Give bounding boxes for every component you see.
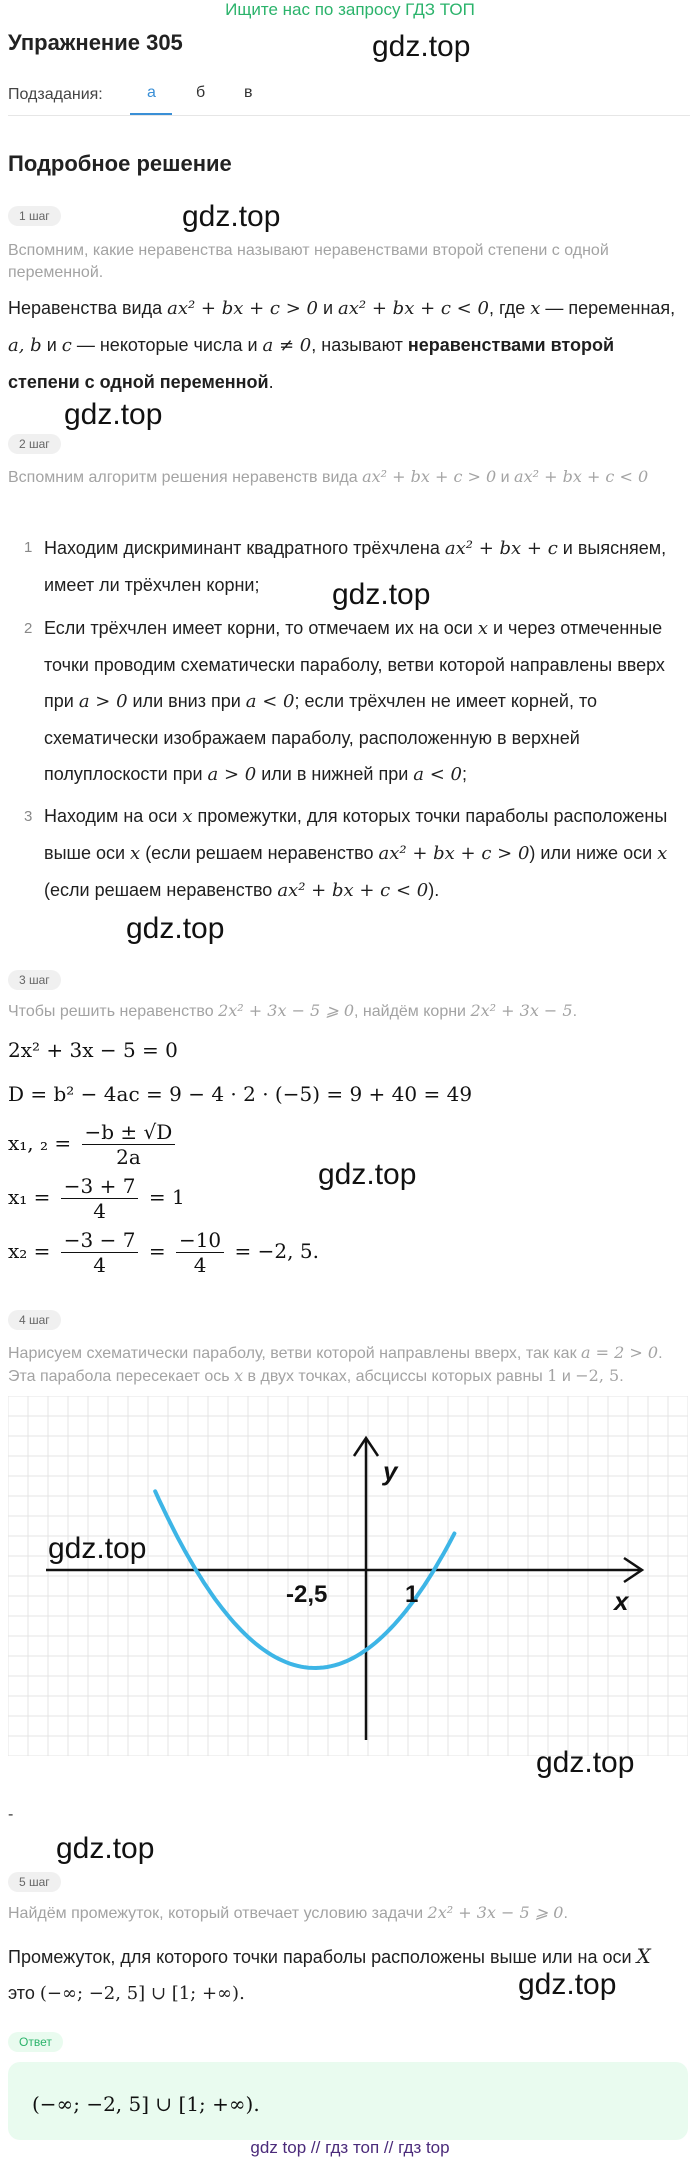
- parabola-graph: [8, 1396, 688, 1756]
- step-badge-2: 2 шаг: [8, 434, 61, 454]
- step-badge-1: 1 шаг: [8, 206, 61, 226]
- parabola-curve: [155, 1491, 454, 1668]
- step-4-hint: Нарисуем схематически параболу, ветви которой направлены вверх, так как a = 2 > 0. Эта парабола пересекает ось x в двух точках, абсциссы которых равны 1 и −2, 5.: [8, 1343, 663, 1385]
- watermark: gdz.top: [56, 1832, 155, 1865]
- step-1-text: Неравенства вида ax² + bx + c > 0 и ax² + bx + c < 0, где x — переменная, a, b и c — некоторые числа и a ≠ 0, называют неравенствами второй степени с одной переменной.: [8, 298, 676, 392]
- watermark: gdz.top: [518, 1968, 617, 2001]
- step-3-hint: Чтобы решить неравенство 2x² + 3x − 5 ⩾ 0, найдём корни 2x² + 3x − 5.: [8, 1001, 578, 1020]
- watermark: gdz.top: [48, 1532, 147, 1565]
- top-banner[interactable]: Ищите нас по запросу ГДЗ ТОП: [225, 0, 475, 19]
- step-badge-5: 5 шаг: [8, 1872, 61, 1892]
- watermark: gdz.top: [332, 578, 431, 611]
- root-left-label: -2,5: [286, 1581, 328, 1608]
- subtasks-label: Подзадания:: [8, 86, 103, 103]
- y-axis-label: y: [383, 1456, 398, 1486]
- root-right-label: 1: [405, 1581, 419, 1608]
- watermark: gdz.top: [64, 398, 163, 431]
- list-number: 3: [24, 808, 33, 825]
- algorithm-item-1: Находим дискриминант квадратного трёхчлена ax² + bx + c и выясняем, имеет ли трёхчлен корни;: [44, 538, 667, 595]
- step-badge-4: 4 шаг: [8, 1310, 61, 1330]
- watermark: gdz.top: [372, 30, 471, 63]
- discriminant: D = b² − 4ac = 9 − 4 · 2 · (−5) = 9 + 40 = 49: [8, 1082, 473, 1106]
- tab-a[interactable]: а: [147, 84, 156, 101]
- root-x1: x₁ = $\frac{-3 + 7}{4}$ = 1: [8, 1174, 185, 1223]
- dash-marker: -: [8, 1806, 14, 1823]
- step-2-hint: Вспомним алгоритм решения неравенств вида ax² + bx + c > 0 и ax² + bx + c < 0: [8, 467, 649, 486]
- grid: [8, 1396, 688, 1756]
- algorithm-item-3: Находим на оси x промежутки, для которых точки параболы расположены выше оси x (если решаем неравенство ax² + bx + c > 0) или ниже оси x (если решаем неравенство ax² + bx + c < 0).: [44, 806, 668, 901]
- answer-badge: Ответ: [8, 2032, 63, 2052]
- footer-links[interactable]: gdz top // гдз топ // гдз top: [250, 2138, 450, 2157]
- step-badge-3: 3 шаг: [8, 970, 61, 990]
- tab-v[interactable]: в: [244, 84, 253, 101]
- answer-value: (−∞; −2, 5] ∪ [1; +∞).: [32, 2092, 260, 2116]
- x-axis-label: x: [614, 1586, 629, 1616]
- list-number: 2: [24, 620, 33, 637]
- roots-formula: x₁, ₂ = $\frac{-b \pm √D}{2a}$: [8, 1120, 179, 1169]
- root-x2: x₂ = $\frac{-3 - 7}{4}$ = $\frac{-10}{4}$ = −2, 5.: [8, 1228, 319, 1277]
- watermark: gdz.top: [318, 1158, 417, 1191]
- section-title: Подробное решение: [8, 151, 232, 176]
- watermark: gdz.top: [536, 1746, 635, 1779]
- step-1-hint: Вспомним, какие неравенства называют неравенствами второй степени с одной переменной.: [8, 242, 609, 281]
- algorithm-item-2: Если трёхчлен имеет корни, то отмечаем их на оси x и через отмеченные точки проводим схематически параболу, ветви которой направлены вверх при a > 0 или вниз при a < 0; если трёхчлен не имеет корней, то схематически изображаем параболу, расположенную в верхней полуплоскости при a > 0 или в нижней при a < 0;: [44, 618, 665, 785]
- step-5-hint: Найдём промежуток, который отвечает условию задачи 2x² + 3x − 5 ⩾ 0.: [8, 1903, 568, 1922]
- list-number: 1: [24, 539, 33, 556]
- tab-b[interactable]: б: [196, 84, 206, 101]
- watermark: gdz.top: [126, 912, 225, 945]
- equation: 2x² + 3x − 5 = 0: [8, 1038, 178, 1062]
- step-5-text: Промежуток, для которого точки параболы расположены выше или на оси X это (−∞; −2, 5] ∪ [1; +∞).: [8, 1944, 651, 2004]
- page-title: Упражнение 305: [8, 30, 183, 55]
- watermark: gdz.top: [182, 200, 281, 233]
- divider: [8, 115, 690, 116]
